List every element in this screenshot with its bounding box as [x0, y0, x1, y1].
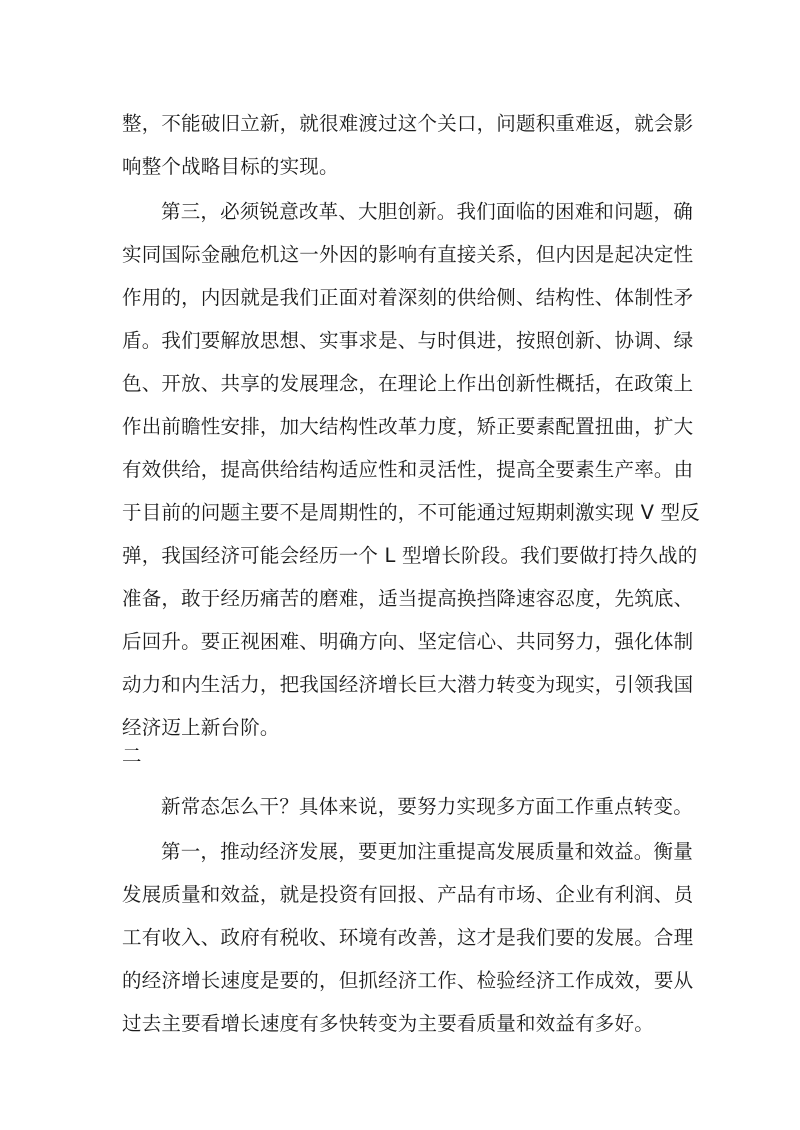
paragraph-line: 实同国际金融危机这一外因的影响有直接关系，但内因是起决定性	[122, 243, 694, 266]
paragraph-line: 过去主要看增长速度有多快转变为主要看质量和效益有多好。	[122, 1012, 654, 1035]
paragraph-line: 第三，必须锐意改革、大胆创新。我们面临的困难和问题，确	[161, 200, 693, 223]
paragraph-line: 响整个战略目标的实现。	[122, 155, 339, 178]
paragraph-line: 作用的，内因就是我们正面对着深刻的供给侧、结构性、体制性矛	[122, 286, 694, 309]
paragraph-line: 的经济增长速度是要的，但抓经济工作、检验经济工作成效，要从	[122, 969, 694, 992]
paragraph-line: 整，不能破旧立新，就很难渡过这个关口，问题积重难返，就会影	[122, 112, 694, 135]
paragraph-line: 动力和内生活力，把我国经济增长巨大潜力转变为现实，引领我国	[122, 673, 694, 696]
paragraph-line: 准备，敢于经历痛苦的磨难，适当提高换挡降速容忍度，先筑底、	[122, 587, 694, 610]
paragraph-line: 有效供给，提高供给结构适应性和灵活性，提高全要素生产率。由	[122, 458, 694, 481]
paragraph-line: 新常态怎么干？具体来说，要努力实现多方面工作重点转变。	[161, 795, 693, 818]
paragraph-line: 工有收入、政府有税收、环境有改善，这才是我们要的发展。合理	[122, 926, 694, 949]
paragraph-line: 弹，我国经济可能会经历一个 L 型增长阶段。我们要做打持久战的	[122, 544, 698, 567]
section-heading: 二	[122, 744, 142, 767]
paragraph-line: 盾。我们要解放思想、实事求是、与时俱进，按照创新、协调、绿	[122, 329, 694, 352]
paragraph-line: 作出前瞻性安排，加大结构性改革力度，矫正要素配置扭曲，扩大	[122, 415, 694, 438]
paragraph-line: 第一，推动经济发展，要更加注重提高发展质量和效益。衡量	[161, 840, 693, 863]
paragraph-line: 色、开放、共享的发展理念，在理论上作出创新性概括，在政策上	[122, 372, 694, 395]
paragraph-line: 后回升。要正视困难、明确方向、坚定信心、共同努力，强化体制	[122, 630, 694, 653]
paragraph-line: 发展质量和效益，就是投资有回报、产品有市场、企业有利润、员	[122, 883, 694, 906]
paragraph-line: 经济迈上新台阶。	[122, 716, 280, 739]
paragraph-line: 于目前的问题主要不是周期性的，不可能通过短期刺激实现 V 型反	[122, 501, 700, 524]
